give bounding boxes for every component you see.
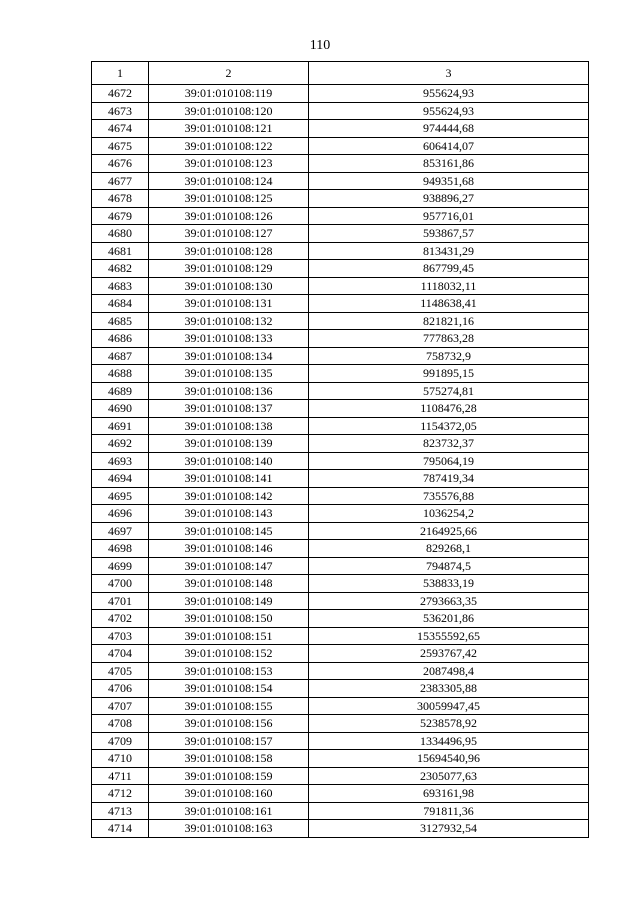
cadastral-number-cell: 39:01:010108:148 [149,575,309,593]
row-number-cell: 4699 [92,557,149,575]
cadastral-value-cell: 735576,88 [309,487,589,505]
table-row [92,802,589,820]
row-number-cell: 4674 [92,120,149,138]
row-number-cell: 4677 [92,172,149,190]
cadastral-number-cell: 39:01:010108:138 [149,417,309,435]
cadastral-value-cell: 1148638,41 [309,295,589,313]
cadastral-value-cell: 823732,37 [309,435,589,453]
table-row [92,610,589,628]
table-row [92,225,589,243]
row-number-cell: 4682 [92,260,149,278]
cadastral-number-cell: 39:01:010108:124 [149,172,309,190]
table-row [92,312,589,330]
table-row [92,207,589,225]
page-number: 110 [309,38,331,53]
row-number-cell: 4688 [92,365,149,383]
table-row [92,715,589,733]
table-row [92,242,589,260]
cadastral-number-cell: 39:01:010108:143 [149,505,309,523]
row-number-cell: 4694 [92,470,149,488]
row-number-cell: 4672 [92,85,149,103]
table-row [92,627,589,645]
cadastral-value-cell: 829268,1 [309,540,589,558]
table-row [92,487,589,505]
cadastral-number-cell: 39:01:010108:131 [149,295,309,313]
row-number-cell: 4676 [92,155,149,173]
cadastral-value-cell: 2383305,88 [309,680,589,698]
cadastral-number-cell: 39:01:010108:152 [149,645,309,663]
row-number-cell: 4687 [92,347,149,365]
table-body [92,85,589,838]
cadastral-value-cell: 867799,45 [309,260,589,278]
column-header-3: 3 [309,62,589,85]
table-row [92,347,589,365]
cadastral-number-cell: 39:01:010108:157 [149,732,309,750]
row-number-cell: 4700 [92,575,149,593]
table-row [92,295,589,313]
cadastral-number-cell: 39:01:010108:149 [149,592,309,610]
cadastral-value-cell: 3127932,54 [309,820,589,838]
cadastral-value-cell: 787419,34 [309,470,589,488]
cadastral-number-cell: 39:01:010108:156 [149,715,309,733]
cadastral-number-cell: 39:01:010108:146 [149,540,309,558]
cadastral-value-cell: 949351,68 [309,172,589,190]
cadastral-value-cell: 30059947,45 [309,697,589,715]
table-row [92,85,589,103]
row-number-cell: 4706 [92,680,149,698]
cadastral-number-cell: 39:01:010108:147 [149,557,309,575]
cadastral-number-cell: 39:01:010108:136 [149,382,309,400]
cadastral-number-cell: 39:01:010108:163 [149,820,309,838]
cadastral-value-cell: 938896,27 [309,190,589,208]
table-row [92,645,589,663]
cadastral-number-cell: 39:01:010108:120 [149,102,309,120]
row-number-cell: 4681 [92,242,149,260]
cadastral-value-cell: 1118032,11 [309,277,589,295]
table-row [92,382,589,400]
row-number-cell: 4685 [92,312,149,330]
cadastral-number-cell: 39:01:010108:142 [149,487,309,505]
cadastral-number-cell: 39:01:010108:134 [149,347,309,365]
cadastral-value-cell: 991895,15 [309,365,589,383]
cadastral-value-cell: 5238578,92 [309,715,589,733]
cadastral-number-cell: 39:01:010108:126 [149,207,309,225]
cadastral-number-cell: 39:01:010108:125 [149,190,309,208]
cadastral-number-cell: 39:01:010108:151 [149,627,309,645]
row-number-cell: 4689 [92,382,149,400]
cadastral-number-cell: 39:01:010108:155 [149,697,309,715]
cadastral-value-table [91,61,589,838]
row-number-cell: 4684 [92,295,149,313]
cadastral-number-cell: 39:01:010108:137 [149,400,309,418]
cadastral-number-cell: 39:01:010108:150 [149,610,309,628]
table-row [92,330,589,348]
cadastral-value-cell: 974444,68 [309,120,589,138]
cadastral-number-cell: 39:01:010108:122 [149,137,309,155]
row-number-cell: 4686 [92,330,149,348]
table-row [92,732,589,750]
table-row [92,190,589,208]
cadastral-value-cell: 955624,93 [309,85,589,103]
cadastral-value-cell: 795064,19 [309,452,589,470]
row-number-cell: 4707 [92,697,149,715]
cadastral-value-cell: 1036254,2 [309,505,589,523]
table-row [92,172,589,190]
cadastral-value-cell: 957716,01 [309,207,589,225]
cadastral-number-cell: 39:01:010108:153 [149,662,309,680]
row-number-cell: 4710 [92,750,149,768]
cadastral-number-cell: 39:01:010108:129 [149,260,309,278]
row-number-cell: 4701 [92,592,149,610]
column-header-2: 2 [149,62,309,85]
column-header-1: 1 [92,62,149,85]
cadastral-value-cell: 2164925,66 [309,522,589,540]
table-row [92,365,589,383]
table-row [92,417,589,435]
cadastral-number-cell: 39:01:010108:127 [149,225,309,243]
cadastral-value-cell: 1334496,95 [309,732,589,750]
cadastral-value-cell: 575274,81 [309,382,589,400]
cadastral-number-cell: 39:01:010108:130 [149,277,309,295]
cadastral-number-cell: 39:01:010108:121 [149,120,309,138]
row-number-cell: 4711 [92,767,149,785]
table-row [92,452,589,470]
cadastral-value-cell: 536201,86 [309,610,589,628]
table-row [92,785,589,803]
table-row [92,540,589,558]
row-number-cell: 4690 [92,400,149,418]
row-number-cell: 4709 [92,732,149,750]
cadastral-value-cell: 853161,86 [309,155,589,173]
row-number-cell: 4696 [92,505,149,523]
table-row [92,662,589,680]
table-row [92,680,589,698]
cadastral-value-cell: 2593767,42 [309,645,589,663]
cadastral-number-cell: 39:01:010108:158 [149,750,309,768]
row-number-cell: 4678 [92,190,149,208]
cadastral-value-cell: 606414,07 [309,137,589,155]
table-row [92,277,589,295]
row-number-cell: 4702 [92,610,149,628]
cadastral-value-cell: 15355592,65 [309,627,589,645]
cadastral-value-cell: 955624,93 [309,102,589,120]
row-number-cell: 4679 [92,207,149,225]
row-number-cell: 4712 [92,785,149,803]
table-row [92,557,589,575]
table-row [92,767,589,785]
cadastral-number-cell: 39:01:010108:139 [149,435,309,453]
cadastral-number-cell: 39:01:010108:133 [149,330,309,348]
cadastral-value-cell: 593867,57 [309,225,589,243]
cadastral-number-cell: 39:01:010108:135 [149,365,309,383]
row-number-cell: 4705 [92,662,149,680]
cadastral-value-cell: 1154372,05 [309,417,589,435]
cadastral-number-cell: 39:01:010108:128 [149,242,309,260]
row-number-cell: 4703 [92,627,149,645]
row-number-cell: 4714 [92,820,149,838]
cadastral-value-cell: 758732,9 [309,347,589,365]
table-row [92,575,589,593]
row-number-cell: 4704 [92,645,149,663]
cadastral-value-cell: 2793663,35 [309,592,589,610]
row-number-cell: 4698 [92,540,149,558]
cadastral-number-cell: 39:01:010108:132 [149,312,309,330]
cadastral-value-cell: 2305077,63 [309,767,589,785]
row-number-cell: 4691 [92,417,149,435]
cadastral-value-cell: 693161,98 [309,785,589,803]
cadastral-number-cell: 39:01:010108:160 [149,785,309,803]
cadastral-value-cell: 1108476,28 [309,400,589,418]
cadastral-number-cell: 39:01:010108:119 [149,85,309,103]
table-row [92,155,589,173]
cadastral-value-cell: 794874,5 [309,557,589,575]
table-header-row [92,62,589,85]
cadastral-number-cell: 39:01:010108:123 [149,155,309,173]
row-number-cell: 4713 [92,802,149,820]
row-number-cell: 4680 [92,225,149,243]
row-number-cell: 4692 [92,435,149,453]
table-row [92,102,589,120]
table-row [92,137,589,155]
row-number-cell: 4693 [92,452,149,470]
cadastral-value-cell: 15694540,96 [309,750,589,768]
table-row [92,435,589,453]
cadastral-value-cell: 821821,16 [309,312,589,330]
cadastral-number-cell: 39:01:010108:159 [149,767,309,785]
row-number-cell: 4675 [92,137,149,155]
cadastral-number-cell: 39:01:010108:141 [149,470,309,488]
row-number-cell: 4708 [92,715,149,733]
row-number-cell: 4673 [92,102,149,120]
cadastral-number-cell: 39:01:010108:140 [149,452,309,470]
cadastral-value-cell: 777863,28 [309,330,589,348]
table-row [92,750,589,768]
row-number-cell: 4697 [92,522,149,540]
table-row [92,697,589,715]
table-row [92,260,589,278]
row-number-cell: 4695 [92,487,149,505]
cadastral-value-cell: 791811,36 [309,802,589,820]
cadastral-number-cell: 39:01:010108:145 [149,522,309,540]
table-row [92,522,589,540]
row-number-cell: 4683 [92,277,149,295]
table-row [92,592,589,610]
table-row [92,400,589,418]
cadastral-value-cell: 538833,19 [309,575,589,593]
table-row [92,120,589,138]
table-row [92,820,589,838]
cadastral-value-cell: 813431,29 [309,242,589,260]
cadastral-number-cell: 39:01:010108:161 [149,802,309,820]
cadastral-number-cell: 39:01:010108:154 [149,680,309,698]
table-row [92,505,589,523]
table-row [92,470,589,488]
cadastral-value-cell: 2087498,4 [309,662,589,680]
